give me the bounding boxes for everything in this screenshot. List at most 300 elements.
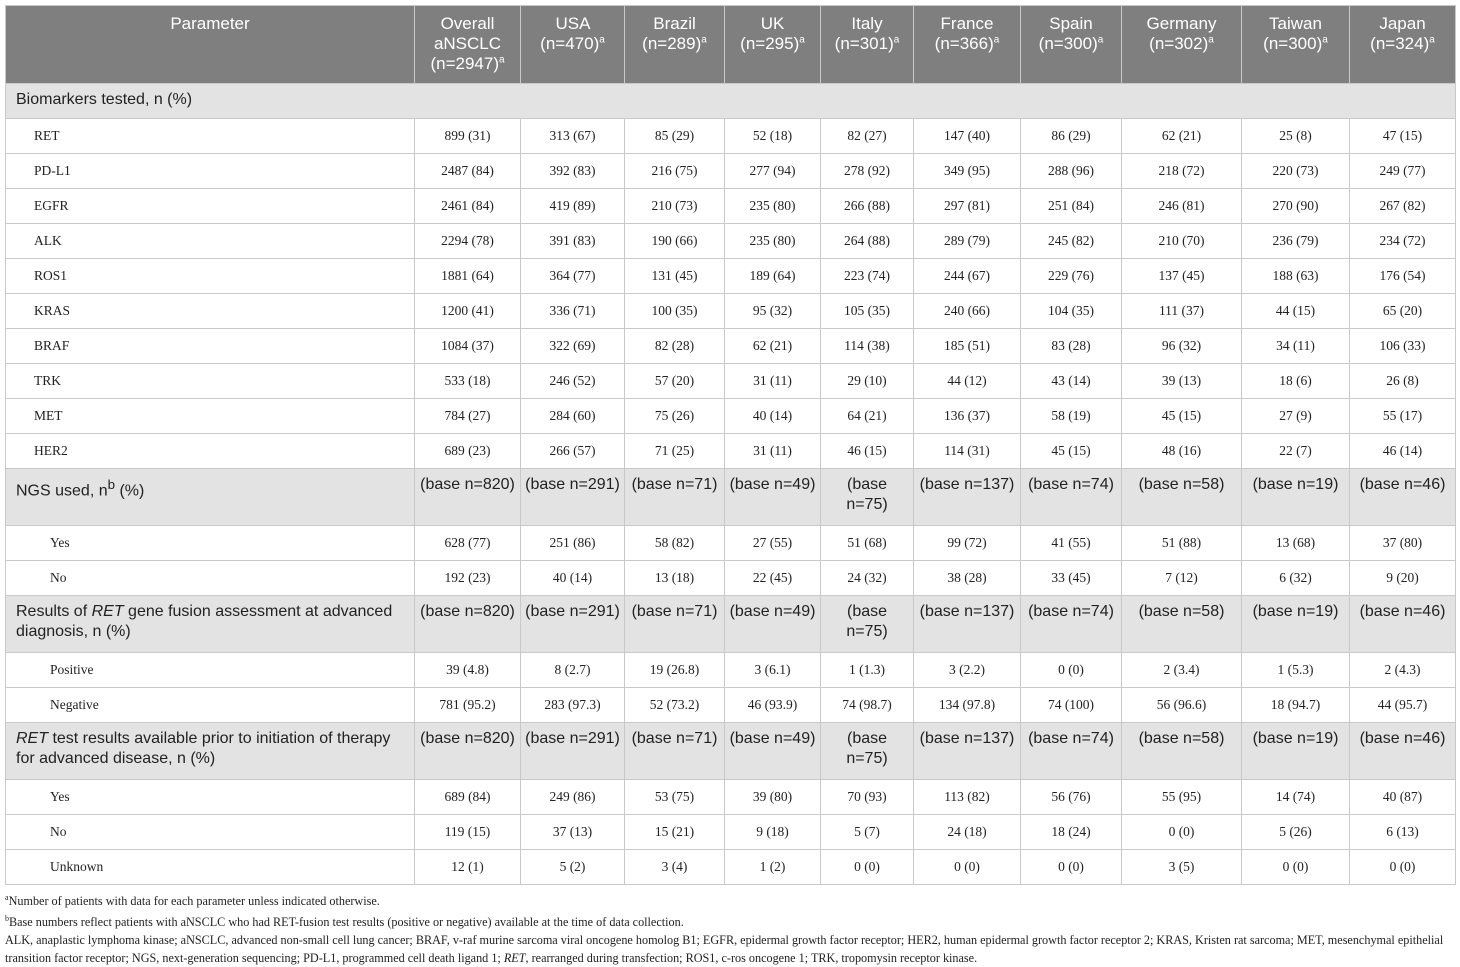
table-cell: 51 (68) — [821, 526, 914, 561]
table-cell: 62 (21) — [1122, 119, 1242, 154]
table-cell: 100 (35) — [625, 294, 725, 329]
table-row — [6, 224, 1456, 259]
table-cell: 45 (15) — [1122, 399, 1242, 434]
table-cell: 95 (32) — [725, 294, 821, 329]
base-cell: (base n=137) — [914, 723, 1021, 780]
table-row — [6, 653, 1456, 688]
table-cell: 392 (83) — [521, 154, 625, 189]
table-cell: 2 (3.4) — [1122, 653, 1242, 688]
table-cell: 24 (18) — [914, 815, 1021, 850]
table-cell: 284 (60) — [521, 399, 625, 434]
table-cell: 40 (87) — [1350, 780, 1456, 815]
table-cell: 267 (82) — [1350, 189, 1456, 224]
table-row — [6, 434, 1456, 469]
table-row — [6, 154, 1456, 189]
section-label-part: NGS used, n — [16, 482, 108, 500]
col-header-name: Taiwan — [1269, 14, 1322, 33]
table-cell: 236 (79) — [1242, 224, 1350, 259]
footnotes — [5, 889, 1455, 967]
col-header-sup: a — [498, 54, 505, 66]
table-cell: 533 (18) — [415, 364, 521, 399]
table-cell: 56 (96.6) — [1122, 688, 1242, 723]
table-cell: 136 (37) — [914, 399, 1021, 434]
col-header-n: (n=470) — [540, 34, 600, 53]
table-cell: 264 (88) — [821, 224, 914, 259]
base-cell: (base n=820) — [415, 596, 521, 653]
table-cell: 689 (23) — [415, 434, 521, 469]
table-cell: 9 (20) — [1350, 561, 1456, 596]
base-cell: (base n=58) — [1122, 596, 1242, 653]
col-header-n: (n=366) — [934, 34, 994, 53]
row-label: No — [6, 815, 415, 850]
table-cell: 2487 (84) — [415, 154, 521, 189]
row-label: BRAF — [6, 329, 415, 364]
table-cell: 1 (2) — [725, 850, 821, 885]
col-header-parameter — [6, 6, 415, 84]
footnote-a: $^a$Number of patients with data for each parameter unless indicated otherwise. — [5, 893, 380, 909]
table-cell: 46 (14) — [1350, 434, 1456, 469]
table-cell: 235 (80) — [725, 224, 821, 259]
table-cell: 244 (67) — [914, 259, 1021, 294]
table-cell: 51 (88) — [1122, 526, 1242, 561]
table-cell: 185 (51) — [914, 329, 1021, 364]
table-cell: 245 (82) — [1021, 224, 1122, 259]
col-header-name: USA — [555, 14, 590, 33]
table-cell: 114 (31) — [914, 434, 1021, 469]
table-cell: 52 (73.2) — [625, 688, 725, 723]
table-cell: 246 (52) — [521, 364, 625, 399]
base-cell: (base n=74) — [1021, 723, 1122, 780]
table-cell: 18 (6) — [1242, 364, 1350, 399]
col-header-n: (n=324) — [1370, 34, 1430, 53]
table-cell: 14 (74) — [1242, 780, 1350, 815]
table-row — [6, 526, 1456, 561]
table-row — [6, 399, 1456, 434]
section-label-part: Results of — [16, 603, 92, 620]
table-cell: 0 (0) — [1350, 850, 1456, 885]
table-cell: 55 (95) — [1122, 780, 1242, 815]
row-label: TRK — [6, 364, 415, 399]
table-cell: 297 (81) — [914, 189, 1021, 224]
section-label — [6, 596, 415, 653]
table-cell: 628 (77) — [415, 526, 521, 561]
table-cell: 1 (5.3) — [1242, 653, 1350, 688]
table-cell: 188 (63) — [1242, 259, 1350, 294]
table-cell: 39 (4.8) — [415, 653, 521, 688]
table-cell: 39 (13) — [1122, 364, 1242, 399]
section-ngs-used — [6, 469, 1456, 526]
base-cell: (base n=49) — [725, 596, 821, 653]
col-header-n: (n=300) — [1263, 34, 1323, 53]
table-cell: 251 (86) — [521, 526, 625, 561]
table-row — [6, 329, 1456, 364]
table-cell: 39 (80) — [725, 780, 821, 815]
col-header-n: (n=295) — [740, 34, 800, 53]
col-header-n: (n=2947) — [430, 54, 499, 73]
row-label: KRAS — [6, 294, 415, 329]
table-cell: 3 (6.1) — [725, 653, 821, 688]
table-cell: 134 (97.8) — [914, 688, 1021, 723]
table-row — [6, 780, 1456, 815]
table-row — [6, 294, 1456, 329]
table-cell: 15 (21) — [625, 815, 725, 850]
table-cell: 266 (88) — [821, 189, 914, 224]
table-cell: 57 (20) — [625, 364, 725, 399]
base-cell: (base n=137) — [914, 596, 1021, 653]
table-cell: 229 (76) — [1021, 259, 1122, 294]
col-header — [725, 6, 821, 84]
col-header — [625, 6, 725, 84]
base-cell: (base n=71) — [625, 596, 725, 653]
table-row — [6, 259, 1456, 294]
col-header-sup: a — [799, 34, 805, 46]
base-cell: (base n=49) — [725, 723, 821, 780]
table-cell: 55 (17) — [1350, 399, 1456, 434]
col-header-sup: a — [1322, 34, 1328, 46]
table-cell: 33 (45) — [1021, 561, 1122, 596]
table-cell: 70 (93) — [821, 780, 914, 815]
table-cell: 64 (21) — [821, 399, 914, 434]
table-row — [6, 688, 1456, 723]
table-cell: 131 (45) — [625, 259, 725, 294]
table-cell: 2 (4.3) — [1350, 653, 1456, 688]
table-row — [6, 189, 1456, 224]
base-cell: (base n=46) — [1350, 723, 1456, 780]
table-cell: 0 (0) — [1021, 653, 1122, 688]
table-cell: 235 (80) — [725, 189, 821, 224]
table-cell: 40 (14) — [725, 399, 821, 434]
row-label: PD-L1 — [6, 154, 415, 189]
col-header-name: Brazil — [653, 14, 696, 33]
table-cell: 176 (54) — [1350, 259, 1456, 294]
row-label: HER2 — [6, 434, 415, 469]
table-cell: 246 (81) — [1122, 189, 1242, 224]
table-cell: 48 (16) — [1122, 434, 1242, 469]
table-cell: 83 (28) — [1021, 329, 1122, 364]
table-cell: 119 (15) — [415, 815, 521, 850]
base-cell: (base n=46) — [1350, 596, 1456, 653]
base-cell: (base n=74) — [1021, 469, 1122, 526]
table-cell: 2461 (84) — [415, 189, 521, 224]
table-cell: 336 (71) — [521, 294, 625, 329]
table-cell: 37 (80) — [1350, 526, 1456, 561]
footnote-b: $^b$Base numbers reflect patients with aNSCLC who had RET-fusion test results (positive or negative) available at the time of data collection. — [5, 914, 684, 930]
table-cell: 19 (26.8) — [625, 653, 725, 688]
table-cell: 5 (7) — [821, 815, 914, 850]
table-cell: 62 (21) — [725, 329, 821, 364]
col-header — [415, 6, 521, 84]
base-cell: (base n=46) — [1350, 469, 1456, 526]
col-header — [1350, 6, 1456, 84]
table-cell: 43 (14) — [1021, 364, 1122, 399]
table-row — [6, 119, 1456, 154]
table-cell: 13 (68) — [1242, 526, 1350, 561]
table-row — [6, 561, 1456, 596]
table-cell: 249 (77) — [1350, 154, 1456, 189]
table-row — [6, 850, 1456, 885]
table-cell: 6 (13) — [1350, 815, 1456, 850]
base-cell: (base n=49) — [725, 469, 821, 526]
base-cell: (base n=75) — [821, 596, 914, 653]
table-cell: 220 (73) — [1242, 154, 1350, 189]
base-cell: (base n=19) — [1242, 723, 1350, 780]
table-cell: 223 (74) — [821, 259, 914, 294]
col-header — [1021, 6, 1122, 84]
col-header — [1242, 6, 1350, 84]
table-cell: 44 (95.7) — [1350, 688, 1456, 723]
table-cell: 5 (2) — [521, 850, 625, 885]
table-cell: 56 (76) — [1021, 780, 1122, 815]
table-cell: 3 (2.2) — [914, 653, 1021, 688]
table-cell: 0 (0) — [1021, 850, 1122, 885]
table-cell: 189 (64) — [725, 259, 821, 294]
base-cell: (base n=291) — [521, 596, 625, 653]
table-cell: 22 (45) — [725, 561, 821, 596]
biomarker-testing-table — [5, 5, 1456, 885]
col-header-sup: a — [1208, 34, 1214, 46]
table-row — [6, 364, 1456, 399]
table-cell: 26 (8) — [1350, 364, 1456, 399]
table-cell: 85 (29) — [625, 119, 725, 154]
base-cell: (base n=19) — [1242, 596, 1350, 653]
table-cell: 270 (90) — [1242, 189, 1350, 224]
section-biomarkers-tested — [6, 84, 1456, 119]
base-cell: (base n=820) — [415, 723, 521, 780]
col-header-name: Japan — [1379, 14, 1426, 33]
col-header-name: Italy — [851, 14, 883, 33]
table-cell: 96 (32) — [1122, 329, 1242, 364]
base-cell: (base n=58) — [1122, 469, 1242, 526]
table-cell: 0 (0) — [914, 850, 1021, 885]
table-cell: 288 (96) — [1021, 154, 1122, 189]
col-header-name: UK — [760, 14, 785, 33]
section-label-part: test results available prior to initiation of therapy for advanced disease, n (%) — [16, 730, 391, 767]
base-cell: (base n=75) — [821, 723, 914, 780]
section-label-part: RET — [16, 730, 48, 747]
table-cell: 0 (0) — [1122, 815, 1242, 850]
col-header-name: Parameter — [170, 14, 250, 33]
col-header-name: Overall aNSCLC — [433, 14, 502, 53]
col-header-n: (n=302) — [1149, 34, 1209, 53]
header-row — [6, 6, 1456, 84]
table-cell: 391 (83) — [521, 224, 625, 259]
col-header-sup: a — [599, 34, 605, 46]
row-label: Negative — [6, 688, 415, 723]
table-cell: 349 (95) — [914, 154, 1021, 189]
table-cell: 113 (82) — [914, 780, 1021, 815]
table-cell: 283 (97.3) — [521, 688, 625, 723]
base-cell: (base n=71) — [625, 469, 725, 526]
table-cell: 44 (15) — [1242, 294, 1350, 329]
section-ret-results-prior — [6, 723, 1456, 780]
table-cell: 210 (73) — [625, 189, 725, 224]
table-cell: 313 (67) — [521, 119, 625, 154]
table-cell: 781 (95.2) — [415, 688, 521, 723]
row-label: Unknown — [6, 850, 415, 885]
col-header-name: Spain — [1049, 14, 1093, 33]
table-cell: 52 (18) — [725, 119, 821, 154]
table-cell: 13 (18) — [625, 561, 725, 596]
table-cell: 24 (32) — [821, 561, 914, 596]
table-cell: 190 (66) — [625, 224, 725, 259]
col-header — [914, 6, 1021, 84]
table-cell: 1881 (64) — [415, 259, 521, 294]
table-cell: 47 (15) — [1350, 119, 1456, 154]
table-cell: 7 (12) — [1122, 561, 1242, 596]
col-header-name: France — [940, 14, 994, 33]
row-label: Positive — [6, 653, 415, 688]
table-cell: 216 (75) — [625, 154, 725, 189]
base-cell: (base n=75) — [821, 469, 914, 526]
table-cell: 25 (8) — [1242, 119, 1350, 154]
table-cell: 46 (93.9) — [725, 688, 821, 723]
base-cell: (base n=137) — [914, 469, 1021, 526]
table-cell: 234 (72) — [1350, 224, 1456, 259]
table-row — [6, 815, 1456, 850]
table-cell: 784 (27) — [415, 399, 521, 434]
table-cell: 364 (77) — [521, 259, 625, 294]
table-cell: 71 (25) — [625, 434, 725, 469]
section-label-part: gene fusion assessment at advanced diagnosis, n (%) — [16, 603, 393, 640]
section-label — [6, 723, 415, 780]
table-cell: 27 (55) — [725, 526, 821, 561]
table-cell: 65 (20) — [1350, 294, 1456, 329]
table-cell: 137 (45) — [1122, 259, 1242, 294]
section-label-part: (%) — [115, 482, 145, 500]
table-cell: 12 (1) — [415, 850, 521, 885]
section-label — [6, 469, 415, 526]
col-header — [521, 6, 625, 84]
table-cell: 38 (28) — [914, 561, 1021, 596]
table-cell: 9 (18) — [725, 815, 821, 850]
base-cell: (base n=74) — [1021, 596, 1122, 653]
table-cell: 266 (57) — [521, 434, 625, 469]
row-label: ROS1 — [6, 259, 415, 294]
footnote-abbreviations: ALK, anaplastic lymphoma kinase; aNSCLC, advanced non-small cell lung cancer; BRAF, v-raf murine sarcoma viral oncogene homolog B1; EGFR, epidermal growth factor receptor; HER2, human epidermal growth factor receptor 2; KRAS, Kristen rat sarcoma; MET, mesenchymal epithelial transition factor receptor; NGS, next-generation sequencing; PD-L1, programmed cell death ligand 1; RET, rearranged during transfection; ROS1, c-ros oncogene 1; TRK, tropomysin receptor kinase. — [5, 933, 1444, 966]
table-cell: 419 (89) — [521, 189, 625, 224]
table-cell: 249 (86) — [521, 780, 625, 815]
table-body — [6, 84, 1456, 885]
table-cell: 3 (4) — [625, 850, 725, 885]
table-cell: 210 (70) — [1122, 224, 1242, 259]
table-cell: 105 (35) — [821, 294, 914, 329]
row-label: MET — [6, 399, 415, 434]
col-header-n: (n=300) — [1038, 34, 1098, 53]
base-cell: (base n=58) — [1122, 723, 1242, 780]
table-cell: 114 (38) — [821, 329, 914, 364]
col-header — [1122, 6, 1242, 84]
table-cell: 1200 (41) — [415, 294, 521, 329]
table-cell: 689 (84) — [415, 780, 521, 815]
table-cell: 22 (7) — [1242, 434, 1350, 469]
table-cell: 27 (9) — [1242, 399, 1350, 434]
table-cell: 31 (11) — [725, 364, 821, 399]
table-cell: 1 (1.3) — [821, 653, 914, 688]
table-cell: 251 (84) — [1021, 189, 1122, 224]
table-cell: 18 (94.7) — [1242, 688, 1350, 723]
col-header — [821, 6, 914, 84]
table-cell: 44 (12) — [914, 364, 1021, 399]
table-cell: 86 (29) — [1021, 119, 1122, 154]
table-cell: 34 (11) — [1242, 329, 1350, 364]
row-label: ALK — [6, 224, 415, 259]
table-cell: 106 (33) — [1350, 329, 1456, 364]
table-cell: 289 (79) — [914, 224, 1021, 259]
table-cell: 40 (14) — [521, 561, 625, 596]
table-cell: 74 (98.7) — [821, 688, 914, 723]
table-cell: 1084 (37) — [415, 329, 521, 364]
base-cell: (base n=71) — [625, 723, 725, 780]
table-cell: 37 (13) — [521, 815, 625, 850]
table-cell: 104 (35) — [1021, 294, 1122, 329]
table-cell: 2294 (78) — [415, 224, 521, 259]
section-label-part: RET — [91, 603, 124, 620]
table-cell: 0 (0) — [821, 850, 914, 885]
row-label: EGFR — [6, 189, 415, 224]
col-header-n: (n=289) — [642, 34, 702, 53]
row-label: No — [6, 561, 415, 596]
table-cell: 53 (75) — [625, 780, 725, 815]
table-cell: 6 (32) — [1242, 561, 1350, 596]
table-cell: 82 (28) — [625, 329, 725, 364]
table-container — [5, 5, 1455, 967]
table-cell: 46 (15) — [821, 434, 914, 469]
base-cell: (base n=820) — [415, 469, 521, 526]
table-cell: 3 (5) — [1122, 850, 1242, 885]
base-cell: (base n=19) — [1242, 469, 1350, 526]
table-cell: 8 (2.7) — [521, 653, 625, 688]
table-cell: 147 (40) — [914, 119, 1021, 154]
col-header-sup: a — [1097, 34, 1104, 46]
table-cell: 45 (15) — [1021, 434, 1122, 469]
table-cell: 58 (19) — [1021, 399, 1122, 434]
table-cell: 218 (72) — [1122, 154, 1242, 189]
base-cell: (base n=291) — [521, 469, 625, 526]
table-cell: 899 (31) — [415, 119, 521, 154]
table-cell: 240 (66) — [914, 294, 1021, 329]
row-label: RET — [6, 119, 415, 154]
section-label-part: Biomarkers tested, n (%) — [16, 91, 193, 108]
table-cell: 29 (10) — [821, 364, 914, 399]
table-cell: 322 (69) — [521, 329, 625, 364]
table-cell: 82 (27) — [821, 119, 914, 154]
table-cell: 31 (11) — [725, 434, 821, 469]
col-header-n: (n=301) — [834, 34, 894, 53]
table-cell: 75 (26) — [625, 399, 725, 434]
row-label: Yes — [6, 780, 415, 815]
row-label: Yes — [6, 526, 415, 561]
table-cell: 41 (55) — [1021, 526, 1122, 561]
table-cell: 99 (72) — [914, 526, 1021, 561]
section-ret-fusion-results — [6, 596, 1456, 653]
table-cell: 277 (94) — [725, 154, 821, 189]
col-header-sup: a — [701, 34, 707, 46]
base-cell: (base n=291) — [521, 723, 625, 780]
table-cell: 74 (100) — [1021, 688, 1122, 723]
col-header-sup: a — [1429, 34, 1435, 46]
section-label-part: b — [107, 477, 116, 492]
col-header-sup: a — [893, 34, 900, 46]
table-cell: 278 (92) — [821, 154, 914, 189]
section-label — [6, 84, 1456, 119]
col-header-sup: a — [993, 34, 1000, 46]
table-cell: 111 (37) — [1122, 294, 1242, 329]
col-header-name: Germany — [1146, 14, 1217, 33]
table-cell: 0 (0) — [1242, 850, 1350, 885]
table-cell: 5 (26) — [1242, 815, 1350, 850]
table-cell: 192 (23) — [415, 561, 521, 596]
table-cell: 58 (82) — [625, 526, 725, 561]
